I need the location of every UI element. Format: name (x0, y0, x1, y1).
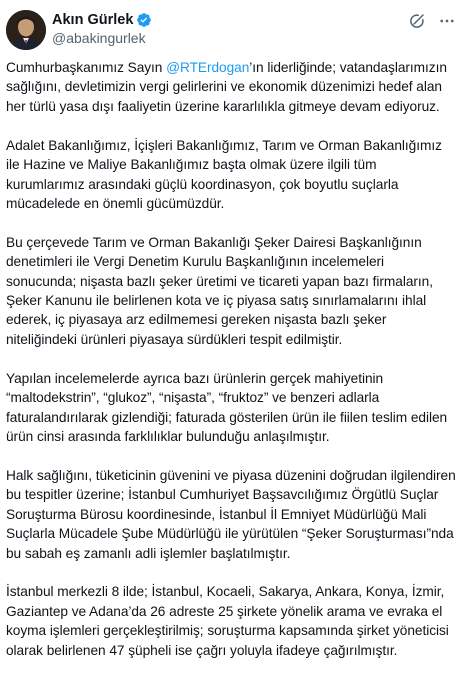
paragraph-5: Halk sağlığını, tüketicinin güvenini ve piyasa düzenini doğrudan ilgilendiren bu tespitler üzerine; İstanbul Cumhuriyet Başsavcılığımız Örgütlü Suçlar Soruşturma Bürosu koordinesinde, İstanbul İl Emniyet Müdürlüğü Mali Suçlarla Mücadele Şube Müdürlüğü ile yürütülen “Şeker Soruşturması”nda bu sabah eş zamanlı adli işlemler başlatılmıştır. (6, 467, 456, 561)
avatar-image (6, 10, 46, 50)
paragraph-1-end: ’ın liderliğinde; vatandaşlarımızın sağlığını, devletimizin vergi gelirlerini ve ekonomik düzenimizi hedef alan her türlü yasa dışı faaliyetin üzerine kararlılıkla gitmeye devam ediyoruz. (6, 60, 447, 114)
paragraph-6: İstanbul merkezli 8 ilde; İstanbul, Kocaeli, Sakarya, Ankara, Konya, İzmir, Gaziantep ve Adana’da 26 adreste 25 şirkete yönelik arama ve evraka el koyma işlemleri gerçekleştirilmiş; soruşturma kapsamında şirket yöneticisi olarak belirlenen 47 şüpheli ise çağrı yoluyla ifadeye çağırılmıştır. (6, 584, 449, 658)
paragraph-1-start: Cumhurbaşkanımız Sayın (6, 60, 167, 75)
name-row (52, 10, 152, 29)
paragraph-2: Adalet Bakanlığımız, İçişleri Bakanlığımız, Tarım ve Orman Bakanlığımız ile Hazine ve Maliye Bakanlığımız başta olmak üzere ilgili tüm kurumlarımız arasındaki güçlü koordinasyon, çok boyutlu suçlarla mücadelede en önemli gücümüzdür. (6, 137, 442, 211)
avatar[interactable] (6, 10, 46, 50)
paragraph-1 (6, 58, 456, 116)
paragraph-3: Bu çerçevede Tarım ve Orman Bakanlığı Şeker Dairesi Başkanlığının denetimleri ile Vergi Denetim Kurulu Başkanlığının incelemeleri sonucunda; nişasta bazlı şeker üretimi ve ticareti yapan bazı firmaların, Şeker Kanunu ile belirlenen kota ve iç piyasa satış sınırlamalarını ihlal ederek, iç piyasaya arz edilmemesi gereken nişasta bazlı şeker niteliğindeki ürünleri piyasaya sürdükleri tespit edilmiştir. (6, 234, 433, 347)
paragraph-4: Yapılan incelemelerde ayrıca bazı ürünlerin gerçek mahiyetinin “maltodekstrin”, “glukoz”, “nişasta”, “fruktoz” ve benzeri adlarla faturalandırılarak gizlendiği; faturada gösterilen ürün ile fiilen teslim edilen ürün cinsi arasında farklılıklar bulunduğu anlaşılmıştır. (6, 370, 448, 444)
tweet-header (6, 8, 458, 54)
tweet-text (6, 58, 458, 660)
author-info (52, 8, 152, 46)
header-actions (408, 8, 458, 30)
mention-link[interactable]: @RTErdogan (166, 60, 250, 75)
grok-icon[interactable] (408, 12, 426, 30)
verified-badge-icon (136, 12, 152, 28)
more-icon[interactable] (438, 12, 456, 30)
handle[interactable]: @abakingurlek (52, 30, 146, 46)
display-name[interactable]: Akın Gürlek (52, 11, 134, 28)
